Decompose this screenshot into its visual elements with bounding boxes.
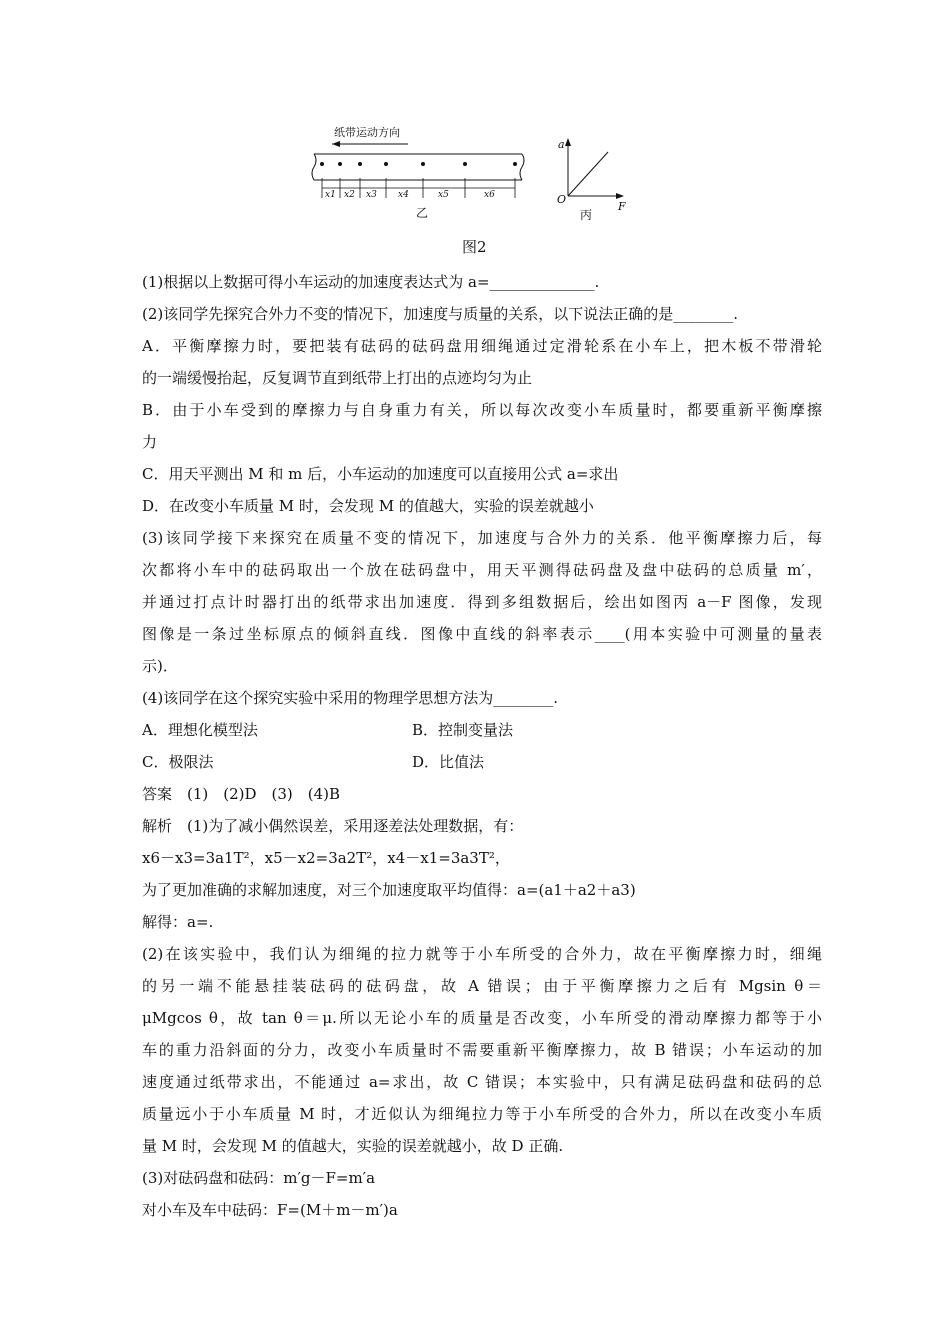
text-line: 力 [142, 433, 158, 451]
text-line: D．在改变小车质量 M 时，会发现 M 的值越大，实验的误差就越小 [142, 497, 594, 515]
text-line: 并通过打点计时器打出的纸带求出加速度．得到多组数据后，绘出如图丙 a－F 图像，发现 [142, 593, 822, 611]
panel-bing-label: 丙 [580, 208, 593, 222]
option-c: C．极限法 [142, 753, 214, 771]
text-line: 的一端缓慢抬起，反复调节直到纸带上打出的点迹均匀为止 [142, 369, 533, 387]
origin-label: O [557, 193, 567, 206]
text-line: 示)． [142, 657, 178, 675]
text-line: (3)该同学接下来探究在质量不变的情况下，加速度与合外力的关系．他平衡摩擦力后，每 [142, 529, 822, 547]
segment-x3: x3 [366, 190, 377, 200]
analysis-line: 车的重力沿斜面的分力，改变小车质量时不需要重新平衡摩擦力，故 B 错误；小车运动的加 [142, 1041, 822, 1059]
text-line: C．用天平测出 M 和 m 后，小车运动的加速度可以直接用公式 a=求出 [142, 465, 619, 483]
text-line: (4)该同学在这个探究实验中采用的物理学思想方法为________. [142, 689, 559, 707]
analysis-line: 解析 (1)为了减小偶然误差，采用逐差法处理数据，有： [142, 817, 524, 835]
text-line: (1)根据以上数据可得小车运动的加速度表达式为 a=______________. [142, 273, 600, 291]
segment-x5: x5 [438, 190, 449, 200]
option-d: D．比值法 [412, 753, 485, 771]
analysis-line: (3)对砝码盘和砝码：m′g－F=m′a [142, 1169, 376, 1187]
axis-F-label: F [618, 200, 626, 213]
analysis-line: 解得：a=. [142, 913, 214, 931]
analysis-line: 质量远小于小车质量 M 时，才近似认为细绳拉力等于小车所受的合外力，所以在改变小车质 [142, 1105, 822, 1123]
analysis-line: 对小车及车中砝码：F=(M＋m－m′)a [142, 1201, 398, 1219]
question-body [142, 266, 822, 1226]
text-line: 次都将小车中的砝码取出一个放在砝码盘中，用天平测得砝码盘及盘中砝码的总质量 m′， [142, 561, 822, 579]
segment-x4: x4 [398, 190, 409, 200]
panel-yi-label: 乙 [416, 206, 429, 220]
option-b: B．控制变量法 [412, 721, 514, 739]
axis-a-label: a [558, 138, 565, 151]
options-row [142, 714, 822, 746]
text-line: (2)该同学先探究合外力不变的情况下，加速度与质量的关系，以下说法正确的是________. [142, 305, 739, 323]
analysis-line: 速度通过纸带求出，不能通过 a=求出，故 C 错误；本实验中，只有满足砝码盘和砝码的总 [142, 1073, 822, 1091]
analysis-line: 的另一端不能悬挂装砝码的砝码盘，故 A 错误；由于平衡摩擦力之后有 Mgsin θ＝ [142, 977, 822, 995]
text-line: B．由于小车受到的摩擦力与自身重力有关，所以每次改变小车质量时，都要重新平衡摩擦 [142, 401, 822, 419]
analysis-line: μMgcos θ，故 tan θ＝μ.所以无论小车的质量是否改变，小车所受的滑动摩擦力都等于小 [142, 1009, 822, 1027]
text-line: A．平衡摩擦力时，要把装有砝码的砝码盘用细绳通过定滑轮系在小车上，把木板不带滑轮 [142, 337, 822, 355]
answer-line: 答案 (1) (2)D (3) (4)B [142, 785, 341, 803]
segment-x6: x6 [484, 190, 495, 200]
segment-x1: x1 [325, 190, 336, 200]
option-a: A．理想化模型法 [142, 721, 258, 739]
options-row [142, 746, 822, 778]
analysis-line: (2)在该实验中，我们认为细绳的拉力就等于小车所受的合外力，故在平衡摩擦力时，细绳 [142, 945, 822, 963]
tape-direction-label: 纸带运动方向 [334, 126, 400, 139]
text-line: 图像是一条过坐标原点的倾斜直线．图像中直线的斜率表示____(用本实验中可测量的量表 [142, 625, 822, 643]
figure-caption: 图2 [462, 238, 487, 256]
analysis-line: 量 M 时，会发现 M 的值越大，实验的误差就越小，故 D 正确. [142, 1137, 564, 1155]
analysis-line: 为了更加准确的求解加速度，对三个加速度取平均值得：a=(a1＋a2＋a3) [142, 881, 636, 899]
segment-x2: x2 [344, 190, 355, 200]
analysis-line: x6－x3=3a1T²，x5－x2=3a2T²，x4－x1=3a3T²， [142, 849, 510, 867]
